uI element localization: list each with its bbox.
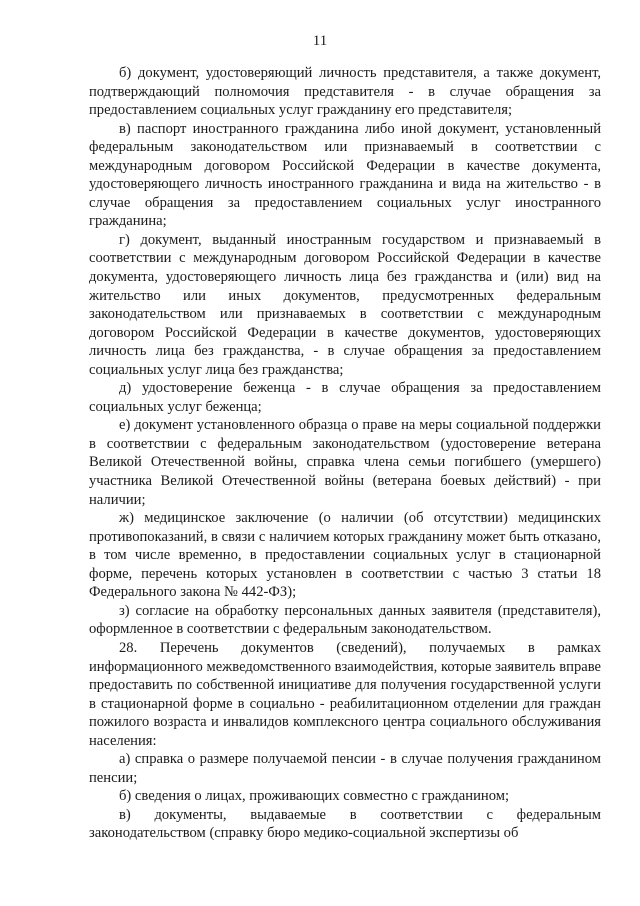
paragraph-a-pension-certificate: а) справка о размере получаемой пенсии - в случае получения гражданином пенсии; — [89, 751, 601, 786]
paragraph-e-social-support-document: е) документ установленного образца о праве на меры социальной поддержки в соответствии с федеральным законодательством (удостоверение ветерана Великой Отечественной войны, справка члена семьи погибшего (умершего) участника Великой Отечественной войны (ветерана боевых действий) - при наличии; — [89, 417, 601, 508]
paragraph-g-stateless-document: г) документ, выданный иностранным государством и признаваемый в соответствии с международным договором Российской Федерации в качестве документа, удостоверяющего личность лица без гражданства и (или) вид на жительство или иных документов, предусмотренных федеральным законодательством или признаваемых в соответствии с международным договором Российской Федерации в качестве документов, удостоверяющих личность лица без гражданства, - в случае обращения за предоставлением социальных услуг лица без гражданства; — [89, 231, 601, 378]
paragraph-28-document-list: 28. Перечень документов (сведений), получаемых в рамках информационного межведомственного взаимодействия, которые заявитель вправе предоставить по собственной инициативе для получения государственной услуги в стационарной форме в социально - реабилитационном отделении для граждан пожилого возраста и инвалидов комплексного центра социального обслуживания населения: — [89, 639, 601, 749]
paragraph-zh-medical-conclusion: ж) медицинское заключение (о наличии (об отсутствии) медицинских противопоказаний, в связи с наличием которых гражданину может быть отказано, в том числе временно, в предоставлении социальных услуг в стационарной форме, перечень которых установлен в соответствии с частью 3 статьи 18 Федерального закона № 442-ФЗ); — [89, 510, 601, 601]
paragraph-v-foreign-passport: в) паспорт иностранного гражданина либо иной документ, установленный федеральным законодательством или признаваемый в соответствии с международным договором Российской Федерации в качестве документа, удостоверяющего личность иностранного гражданина и вида на жительство - в случае обращения за предоставлением социальных услуг иностранного гражданина; — [89, 120, 601, 230]
paragraph-d-refugee-certificate: д) удостоверение беженца - в случае обращения за предоставлением социальных услуг беженца; — [89, 380, 601, 415]
paragraph-b-cohabitants-info: б) сведения о лицах, проживающих совместно с гражданином; — [119, 788, 510, 805]
document-body — [89, 64, 601, 843]
page-number: 11 — [312, 33, 328, 49]
paragraph-v-federal-documents: в) документы, выдаваемые в соответствии с федеральным законодательством (справку бюро медико-социальной экспертизы об — [89, 806, 601, 842]
paragraph-z-data-processing-consent: з) согласие на обработку персональных данных заявителя (представителя), оформленное в соответствии с федеральным законодательством. — [89, 602, 601, 638]
paragraph-b-representative-id: б) документ, удостоверяющий личность представителя, а также документ, подтверждающий полномочия представителя - в случае обращения за предоставлением социальных услуг гражданину его представителя; — [89, 65, 601, 119]
